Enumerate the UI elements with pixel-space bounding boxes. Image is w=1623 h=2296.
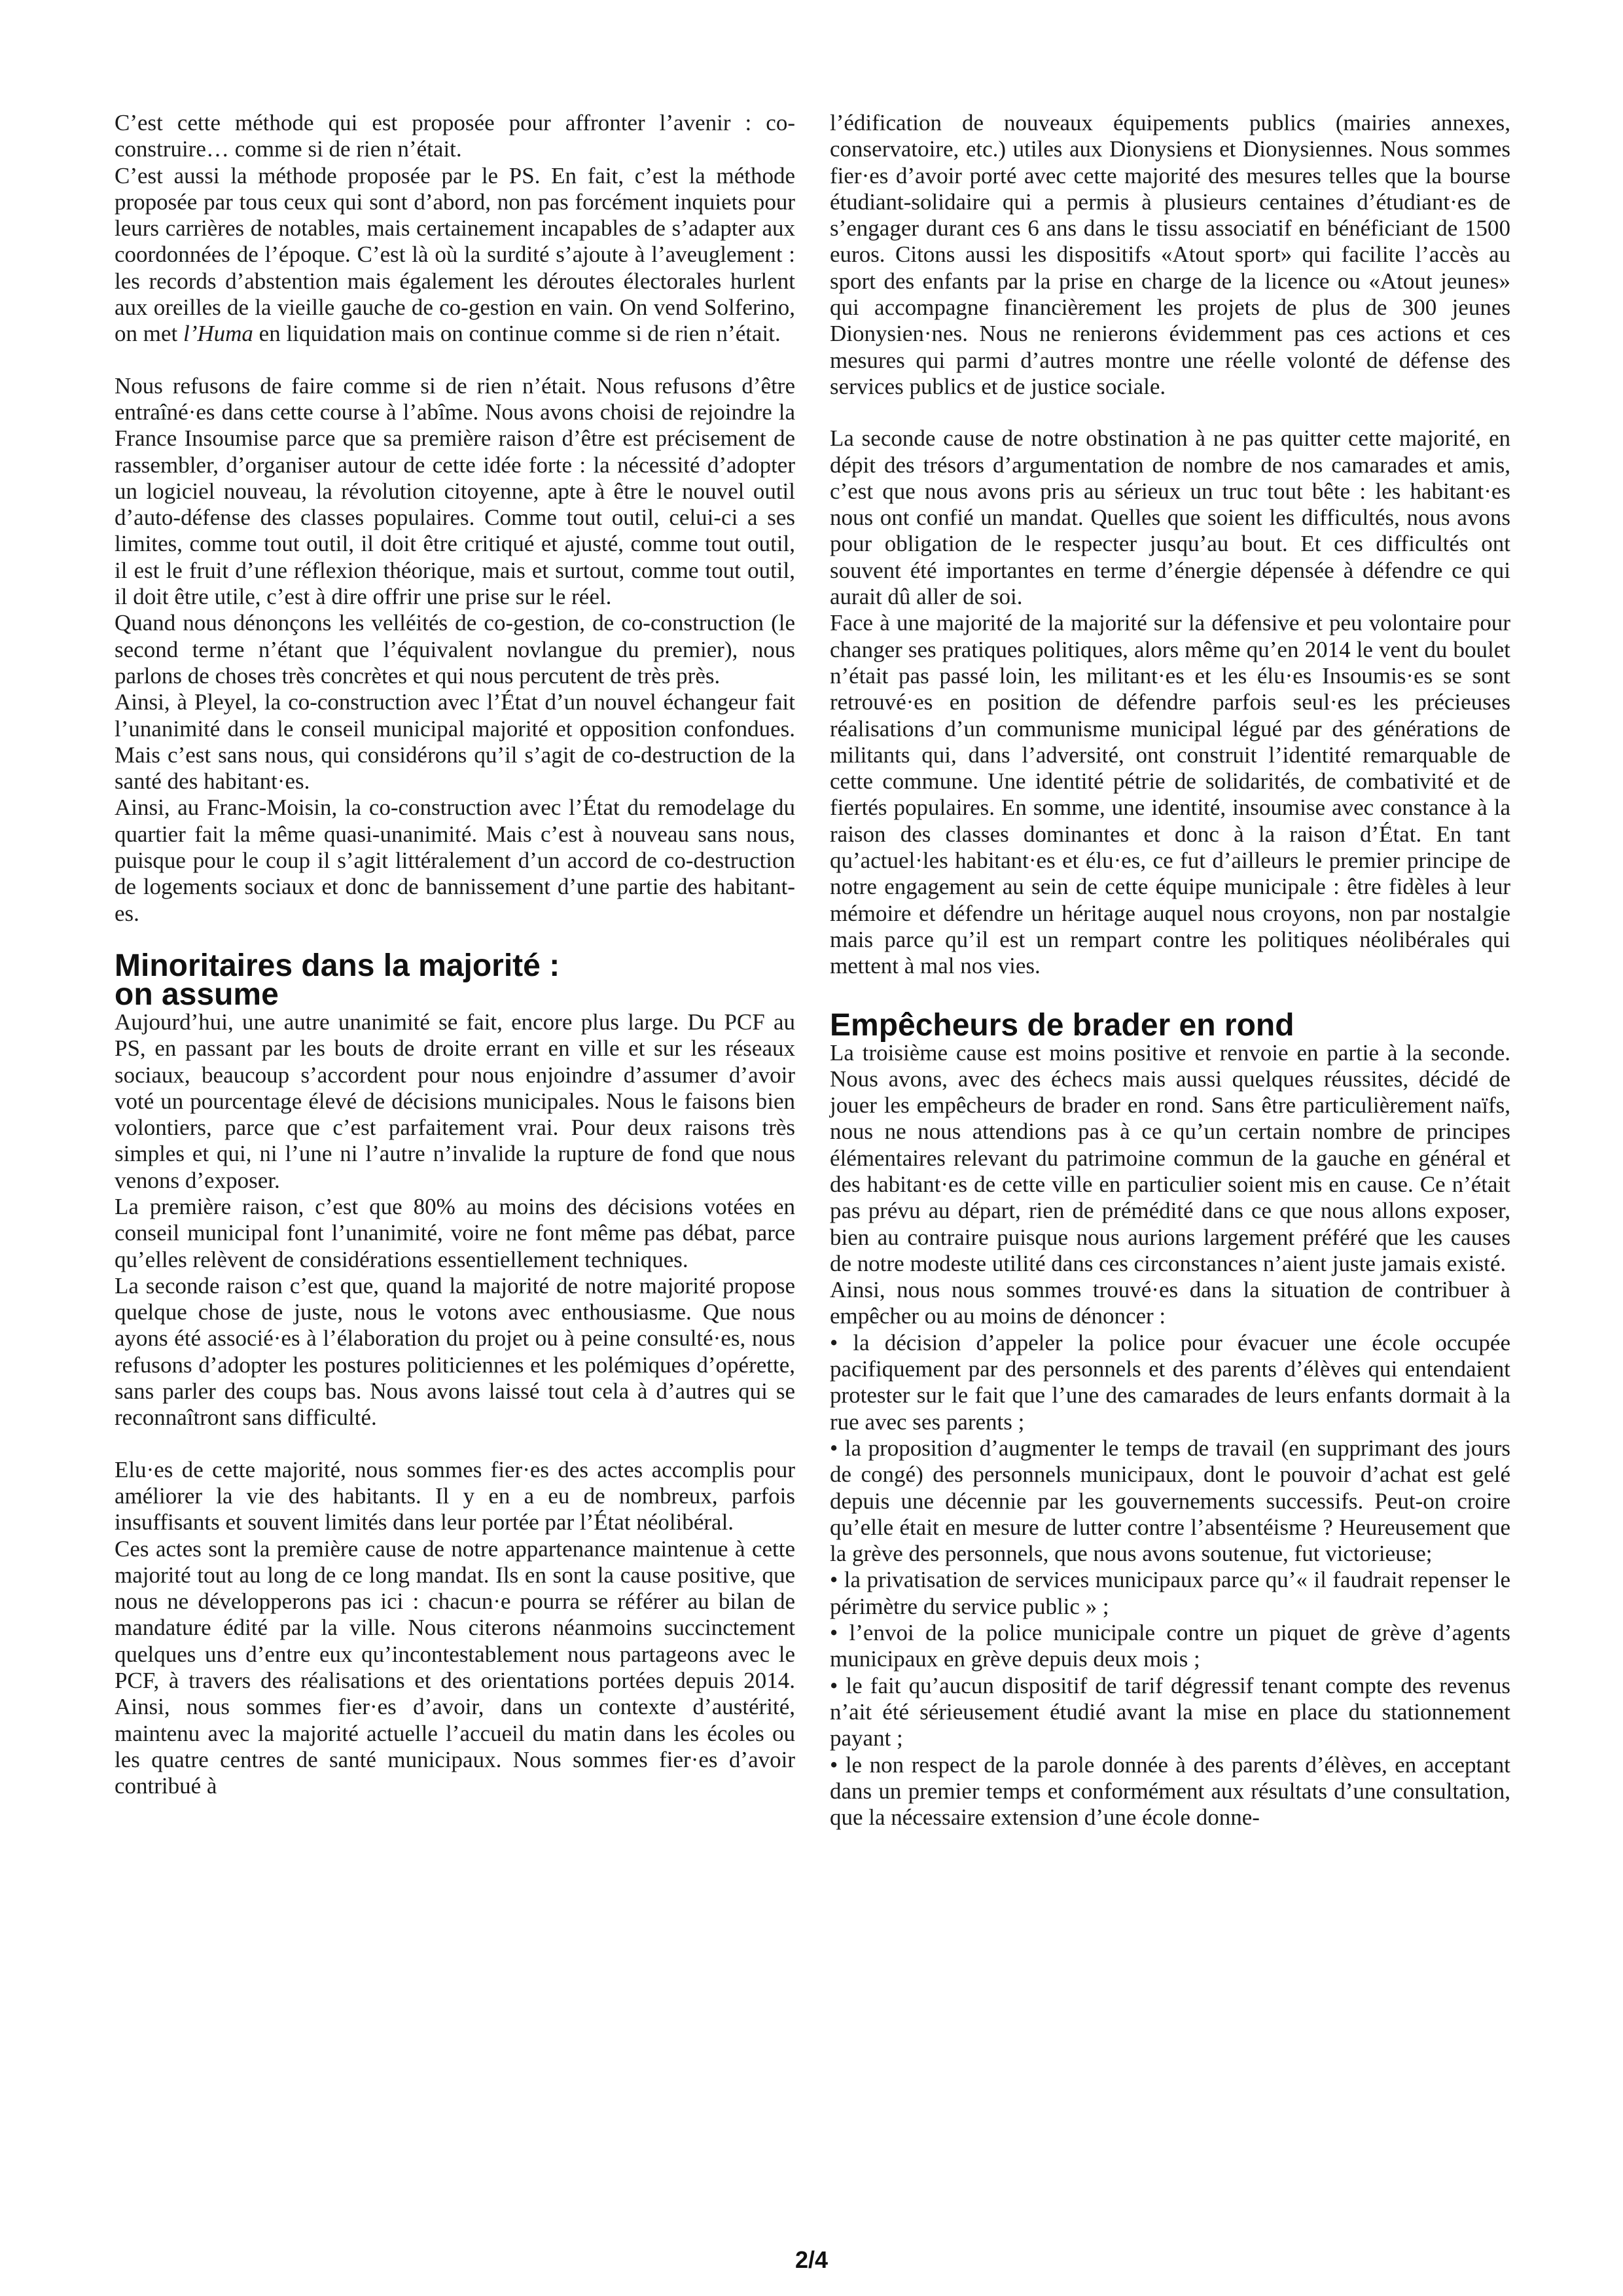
paragraph: Nous refusons de faire comme si de rien n’était. Nous refusons d’être entraîné·es dans cette course à l’abîme. Nous avons choisi de rejoindre la France Insoumise parce que sa première raison d’être est précisement de rassembler, d’organiser autour de cette idée forte : la nécessité d’adopter un logiciel nouveau, la révolution citoyenne, apte à être le nouvel outil d’auto-défense des classes populaires. Comme tout outil, celui-ci a ses limites, comme tout outil, il doit être critiqué et ajusté, comme tout outil, il est le fruit d’une réflexion théorique, mais et surtout, comme tout outil, il doit être utile, c’est à dire offrir une prise sur le réel. — [115, 372, 795, 610]
paragraph-text: C’est aussi la méthode proposée par le PS. En fait, c’est la méthode proposée par tous ceux qui sont d’abord, non pas forcément inquiets pour leurs carrières de notables, mais certainement incapables de s’adapter aux coordonnées de l’époque. C’est là où la surdité s’ajoute à l’aveuglement : les records d’abstention mais également les déroutes électorales hurlent aux oreilles de la vieille gauche de co-gestion en vain. On vend Solferino, on met — [115, 162, 795, 347]
bullet-item: • le non respect de la parole donnée à des parents d’élèves, en acceptant dans un premier temps et conformément aux résultats d’une consultation, que la nécessaire extension d’une école donne- — [830, 1751, 1510, 1831]
bullet-item: • la décision d’appeler la police pour évacuer une école occupée pacifiquement par des personnels et des parents d’élèves qui entendaient protester sur le fait que l’une des camarades de leurs enfants dormait à la rue avec ses parents ; — [830, 1329, 1510, 1435]
paragraph: La seconde raison c’est que, quand la majorité de notre majorité propose quelque chose de juste, nous le votons avec enthousiasme. Que nous ayons été associé·es à l’élaboration du projet ou à peine consulté·es, nous refusons d’adopter les postures politiciennes et les polémiques d’opérette, sans parler des coups bas. Nous avons laissé tout cela à d’autres qui se reconnaîtront sans difficulté. — [115, 1272, 795, 1431]
paragraph: Ainsi, à Pleyel, la co-construction avec l’État d’un nouvel échangeur fait l’unanimité dans le conseil municipal majorité et opposition confondues. Mais c’est sans nous, qui considérons qu’il s’agit de co-destruction de la santé des habitant·es. — [115, 689, 795, 795]
bullet-item: • le fait qu’aucun dispositif de tarif dégressif tenant compte des revenus n’ait été sérieusement étudié avant la mise en place du stationnement payant ; — [830, 1672, 1510, 1751]
paragraph: La troisième cause est moins positive et renvoie en partie à la seconde. Nous avons, avec des échecs mais aussi quelques réussites, décidé de jouer les empêcheurs de brader en rond. Sans être particulièrement naïfs, nous ne nous attendions pas à ce qu’un certain nombre de principes élémentaires relevant du patrimoine commun de la gauche en général et des habitant·es de cette ville en particulier soient mis en cause. Ce n’était pas prévu au départ, rien de prémédité dans ce que nous allons exposer, bien au contraire puisque nous aurions largement préféré que les causes de notre modeste utilité dans ces circonstances n’aient juste jamais existé. — [830, 1039, 1510, 1276]
paragraph: Ces actes sont la première cause de notre appartenance maintenue à cette majorité tout au long de ce long mandat. Ils en sont la cause positive, que nous ne développerons pas ici : chacun·e pourra se référer au bilan de mandature édité par la ville. Nous citerons néanmoins succinctement quelques uns d’entre eux qu’incontestablement nous partageons avec le PCF, à travers des réalisations et des orientations portées depuis 2014. Ainsi, nous sommes fier·es d’avoir, dans un contexte d’austérité, maintenu avec la majorité actuelle l’accueil du matin dans les écoles ou les quatre centres de santé municipaux. Nous sommes fier·es d’avoir contribué à — [115, 1535, 795, 1799]
paragraph — [115, 163, 795, 348]
paragraph: La seconde cause de notre obstination à ne pas quitter cette majorité, en dépit des trésors d’argumentation de nombre de nos camarades et amis, c’est que nous avons pris au sérieux un truc tout bête : les habitant·es nous ont confié un mandat. Quelles que soient les difficultés, nous avons pour obligation de le respecter jusqu’au bout. Et ces difficultés ont souvent été importantes en terme d’énergie dépensée à défendre ce qui aurait dû aller de soi. — [830, 425, 1510, 610]
heading-line: on assume — [115, 977, 279, 1012]
page-number: 2/4 — [794, 2246, 829, 2273]
paragraph: l’édification de nouveaux équipements publics (mairies annexes, conservatoire, etc.) utiles aux Dionysiens et Dionysiennes. Nous sommes fier·es d’avoir porté avec cette majorité des mesures telles que la bourse étudiant-solidaire qui a permis à plusieurs centaines d’étudiant·es de s’engager durant ces 6 ans dans le tissu associatif en bénéficiant de 1500 euros. Citons aussi les dispositifs «Atout sport» qui facilite l’accès au sport des enfants par la prise en charge de la licence ou «Atout jeunes» qui accompagne financièrement les projets de plus de 300 jeunes Dionysien·nes. Nous ne renierons évidemment pas ces actions et ces mesures qui parmi d’autres montre une réelle volonté de défense des services publics et de justice sociale. — [830, 110, 1510, 399]
paragraph: Face à une majorité de la majorité sur la défensive et peu volontaire pour changer ses pratiques politiques, alors même qu’en 2014 le vent du boulet n’était pas passé loin, les militant·es et les élu·es Insoumis·es se sont retrouvé·es en position de défendre parfois seul·es les précieuses réalisations d’un communisme municipal légué par des générations de militants qui, dans l’adversité, ont construit l’identité remarquable de cette commune. Une identité pétrie de solidarités, de combativité et de fiertés populaires. En somme, une identité, insoumise avec constance à la raison des classes dominantes et donc à la raison d’État. En tant qu’actuel·les habitant·es et élu·es, ce fut d’ailleurs le premier principe de notre engagement au sein de cette équipe municipale : être fidèles à leur mémoire et défendre un héritage auquel nous croyons, non par nostalgie mais parce qu’il est un rempart contre les politiques néolibérales qui mettent à mal nos vies. — [830, 610, 1510, 979]
emphasis-text: l’Huma — [183, 321, 253, 347]
section-heading — [115, 948, 795, 1012]
paragraph: Aujourd’hui, une autre unanimité se fait, encore plus large. Du PCF au PS, en passant par les bouts de droite errant en ville et sur les réseaux sociaux, beaucoup s’accordent pour nous enjoindre d’assumer d’avoir voté un pourcentage élevé de décisions municipales. Nous le faisons bien volontiers, parce que c’est parfaitement vrai. Pour deux raisons très simples et qui, ni l’une ni l’autre n’invalide la rupture de fond que nous venons d’exposer. — [115, 1009, 795, 1193]
paragraph-text: en liquidation mais on continue comme si de rien n’était. — [259, 321, 781, 347]
right-column — [830, 110, 1510, 1831]
paragraph: Ainsi, au Franc-Moisin, la co-construction avec l’État du remodelage du quartier fait la même quasi-unanimité. Mais c’est à nouveau sans nous, puisque pour le coup il s’agit littéralement d’un accord de co-destruction de logements sociaux et donc de bannissement d’une partie des habitant-es. — [115, 795, 795, 926]
paragraph: C’est cette méthode qui est proposée pour affronter l’avenir : co-construire… comme si de rien n’était. — [115, 110, 795, 162]
bullet-item: • l’envoi de la police municipale contre un piquet de grève d’agents municipaux en grève depuis deux mois ; — [830, 1620, 1510, 1672]
bullet-item: • la proposition d’augmenter le temps de travail (en supprimant des jours de congé) des personnels municipaux, dont le pouvoir d’achat est gelé depuis une décennie par les gouvernements successifs. Peut-on croire qu’elle était en mesure de lutter contre l’absentéisme ? Heureusement que la grève des personnels, que nous avons soutenue, fut victorieuse; — [830, 1435, 1510, 1567]
left-column — [115, 110, 795, 1800]
section-heading: Empêcheurs de brader en rond — [830, 1007, 1294, 1043]
paragraph: Quand nous dénonçons les velléités de co-gestion, de co-construction (le second terme n’étant que l’équivalent novlangue du premier), nous parlons de choses très concrètes et qui nous percutent de très près. — [115, 610, 795, 689]
paragraph: La première raison, c’est que 80% au moins des décisions votées en conseil municipal font l’unanimité, voire ne font même pas débat, parce qu’elles relèvent de considérations essentiellement techniques. — [115, 1193, 795, 1272]
heading-line: Minoritaires dans la majorité : — [115, 948, 560, 983]
paragraph: Elu·es de cette majorité, nous sommes fier·es des actes accomplis pour améliorer la vie des habitants. Il y en a eu de nombreux, parfois insuffisants et souvent limités dans leur portée par l’État néolibéral. — [115, 1456, 795, 1535]
bullet-item: • la privatisation de services municipaux parce qu’« il faudrait repenser le périmètre du service public » ; — [830, 1567, 1510, 1619]
paragraph: Ainsi, nous nous sommes trouvé·es dans la situation de contribuer à empêcher ou au moins de dénoncer : — [830, 1277, 1510, 1329]
